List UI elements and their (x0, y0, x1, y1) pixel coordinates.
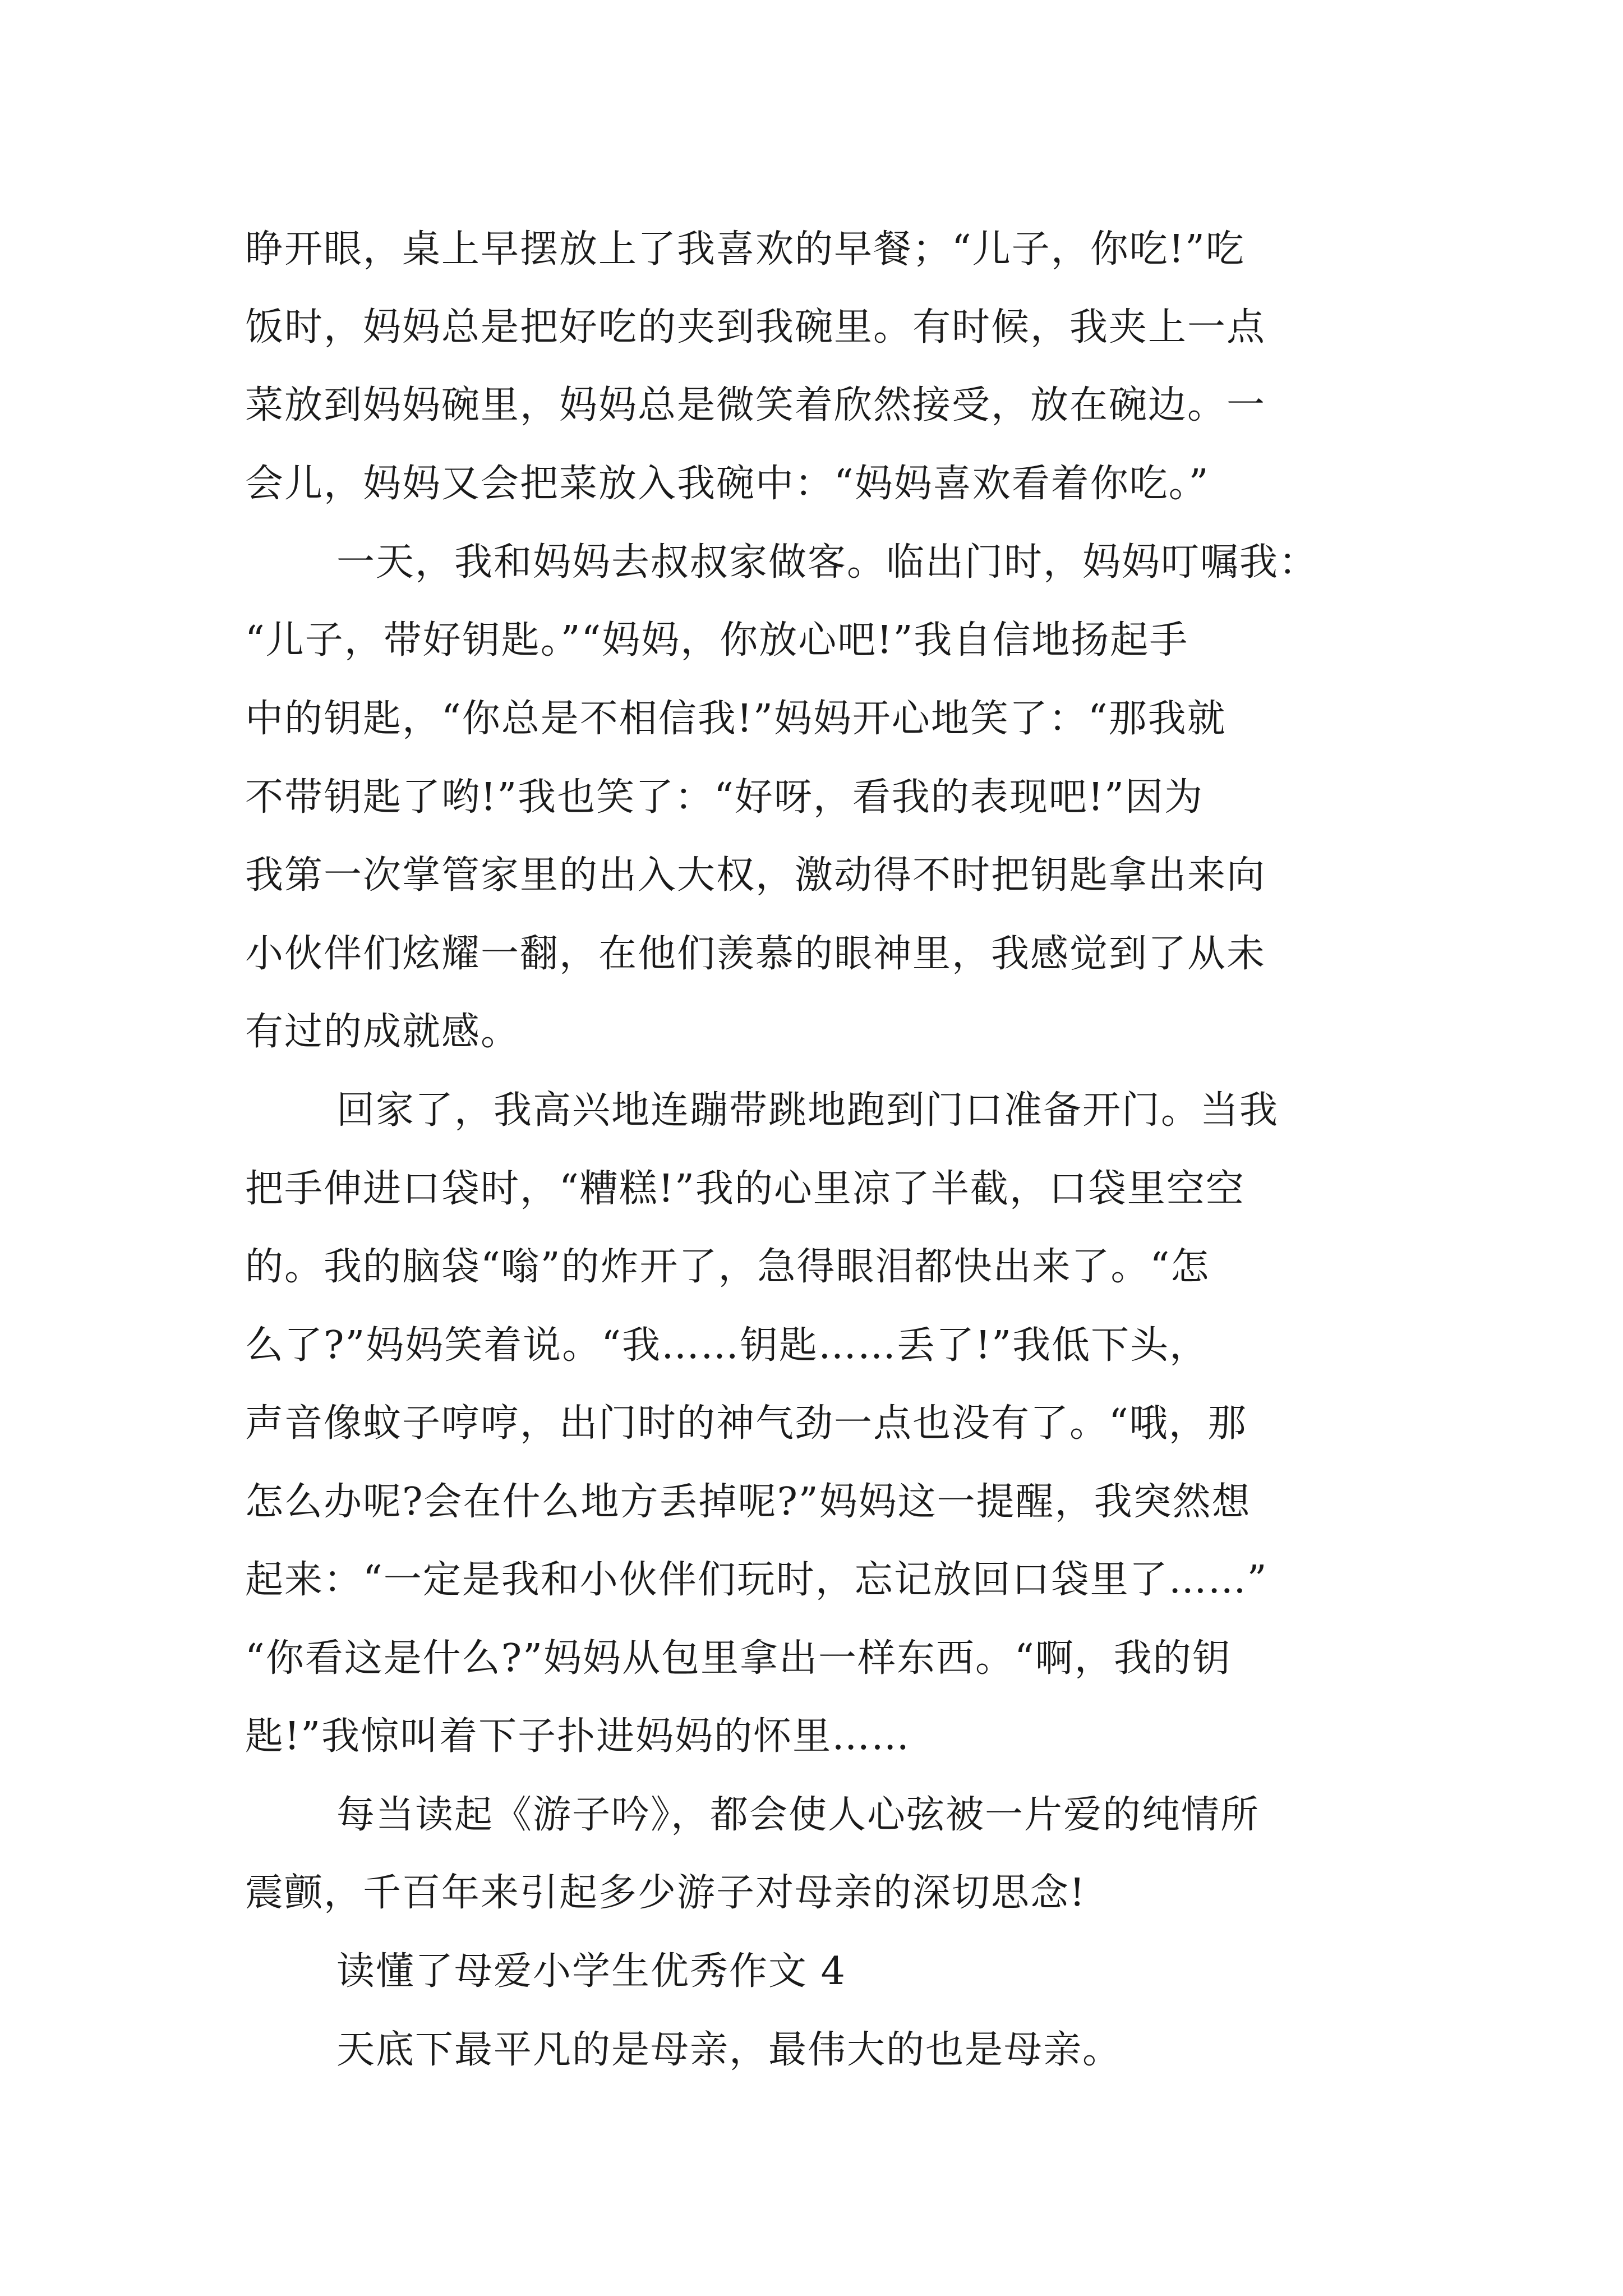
paragraph-line: 把手伸进口袋时，“糟糕!”我的心里凉了半截，口袋里空空 (245, 1167, 1245, 1211)
paragraph-line: 怎么办呢?会在什么地方丢掉呢?”妈妈这一提醒，我突然想 (245, 1480, 1251, 1524)
paragraph-line: 我第一次掌管家里的出入大权，激动得不时把钥匙拿出来向 (245, 853, 1266, 898)
paragraph-line: 有过的成就感。 (245, 1010, 520, 1054)
paragraph-line: “儿子，带好钥匙。”“妈妈，你放心吧!”我自信地扬起手 (245, 618, 1189, 662)
paragraph-line: 一天，我和妈妈去叔叔家做客。临出门时，妈妈叮嘱我： (336, 540, 1318, 585)
paragraph-line: 声音像蚊子哼哼，出门时的神气劲一点也没有了。“哦，那 (245, 1401, 1247, 1446)
paragraph-line: 匙!”我惊叫着下子扑进妈妈的怀里…… (245, 1714, 911, 1759)
paragraph-line: 每当读起《游子吟》，都会使人心弦被一片爱的纯情所 (336, 1793, 1260, 1837)
paragraph-line: 天底下最平凡的是母亲，最伟大的也是母亲。 (336, 2028, 1122, 2072)
paragraph-line: “你看这是什么?”妈妈从包里拿出一样东西。“啊，我的钥 (245, 1636, 1232, 1681)
paragraph-line: 的。我的脑袋“嗡”的炸开了，急得眼泪都快出来了。“怎 (245, 1245, 1210, 1289)
paragraph-line: 饭时，妈妈总是把好吃的夹到我碗里。有时候，我夹上一点 (245, 305, 1266, 349)
paragraph-line: 中的钥匙，“你总是不相信我!”妈妈开心地笑了：“那我就 (245, 697, 1227, 741)
paragraph-line: 么了?”妈妈笑着说。“我……钥匙……丢了!”我低下头， (245, 1323, 1209, 1368)
paragraph-line: 小伙伴们炫耀一翻，在他们羡慕的眼神里，我感觉到了从未 (245, 932, 1266, 976)
paragraph-line: 回家了，我高兴地连蹦带跳地跑到门口准备开门。当我 (336, 1088, 1279, 1133)
paragraph-line: 震颤，千百年来引起多少游子对母亲的深切思念! (245, 1871, 1086, 1915)
paragraph-line: 不带钥匙了哟!”我也笑了：“好呀，看我的表现吧!”因为 (245, 775, 1204, 820)
section-heading: 读懂了母爱小学生优秀作文 4 (336, 1949, 846, 1994)
paragraph-line: 起来：“一定是我和小伙伴们玩时，忘记放回口袋里了……” (245, 1558, 1268, 1602)
paragraph-line: 会儿，妈妈又会把菜放入我碗中：“妈妈喜欢看着你吃。” (245, 462, 1210, 506)
paragraph-line: 菜放到妈妈碗里，妈妈总是微笑着欣然接受，放在碗边。一 (245, 383, 1266, 427)
paragraph-line: 睁开眼，桌上早摆放上了我喜欢的早餐；“儿子，你吃!”吃 (245, 227, 1245, 272)
